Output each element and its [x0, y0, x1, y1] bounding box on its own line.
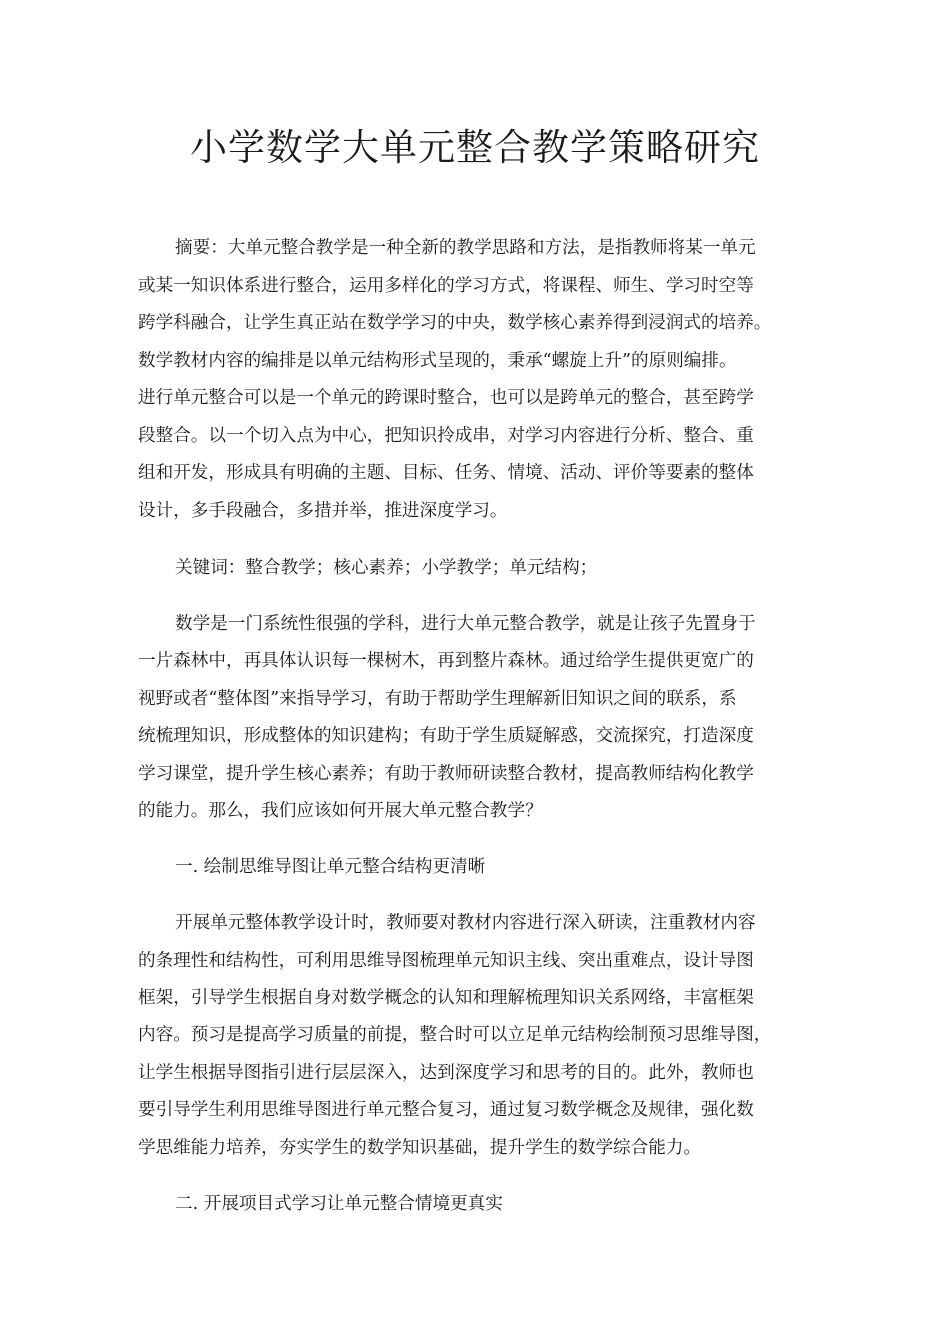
- section1-line: 的条理性和结构性，可利用思维导图梳理单元知识主线、突出重难点，设计导图: [138, 951, 754, 971]
- section-heading: 二. 开展项目式学习让单元整合情境更真实: [175, 1194, 503, 1214]
- intro-line: 一片森林中，再具体认识每一棵树木，再到整片森林。通过给学生提供更宽广的: [138, 651, 754, 671]
- abstract-line: 跨学科融合，让学生真正站在数学学习的中央，数学核心素养得到浸润式的培养。: [138, 313, 772, 333]
- intro-line: 的能力。那么，我们应该如何开展大单元整合教学？: [138, 801, 543, 821]
- section-heading: 一. 绘制思维导图让单元整合结构更清晰: [175, 857, 486, 877]
- abstract-line: 组和开发，形成具有明确的主题、目标、任务、情境、活动、评价等要素的整体: [138, 463, 754, 483]
- abstract-line: 进行单元整合可以是一个单元的跨课时整合，也可以是跨单元的整合，甚至跨学: [138, 388, 754, 408]
- intro-line: 学习课堂，提升学生核心素养；有助于教师研读整合教材，提高教师结构化教学: [138, 764, 754, 784]
- section1-line: 让学生根据导图指引进行层层深入，达到深度学习和思考的目的。此外，教师也: [138, 1063, 754, 1083]
- intro-line: 数学是一门系统性很强的学科，进行大单元整合教学，就是让孩子先置身于: [175, 614, 756, 634]
- document-title: 小学数学大单元整合教学策略研究: [190, 126, 760, 169]
- abstract-line: 摘要：大单元整合教学是一种全新的教学思路和方法，是指教师将某一单元: [175, 238, 756, 258]
- section1-line: 学思维能力培养，夯实学生的数学知识基础，提升学生的数学综合能力。: [138, 1138, 702, 1158]
- section1-line: 框架，引导学生根据自身对数学概念的认知和理解梳理知识关系网络，丰富框架: [138, 988, 754, 1008]
- abstract-line: 设计，多手段融合，多措并举，推进深度学习。: [138, 501, 508, 521]
- abstract-line: 段整合。以一个切入点为中心，把知识拎成串，对学习内容进行分析、整合、重: [138, 426, 754, 446]
- section1-line: 开展单元整体教学设计时，教师要对教材内容进行深入研读，注重教材内容: [175, 913, 756, 933]
- section1-line: 内容。预习是提高学习质量的前提，整合时可以立足单元结构绘制预习思维导图，: [138, 1025, 772, 1045]
- abstract-line: 数学教材内容的编排是以单元结构形式呈现的，秉承“螺旋上升”的原则编排。: [138, 351, 737, 371]
- intro-line: 视野或者“整体图”来指导学习，有助于帮助学生理解新旧知识之间的联系，系: [138, 689, 737, 709]
- section1-line: 要引导学生利用思维导图进行单元整合复习，通过复习数学概念及规律，强化数: [138, 1100, 754, 1120]
- abstract-line: 或某一知识体系进行整合，运用多样化的学习方式，将课程、师生、学习时空等: [138, 276, 754, 296]
- intro-line: 统梳理知识，形成整体的知识建构；有助于学生质疑解惑，交流探究，打造深度: [138, 726, 754, 746]
- keywords-line: 关键词：整合教学；核心素养；小学教学；单元结构；: [175, 558, 598, 578]
